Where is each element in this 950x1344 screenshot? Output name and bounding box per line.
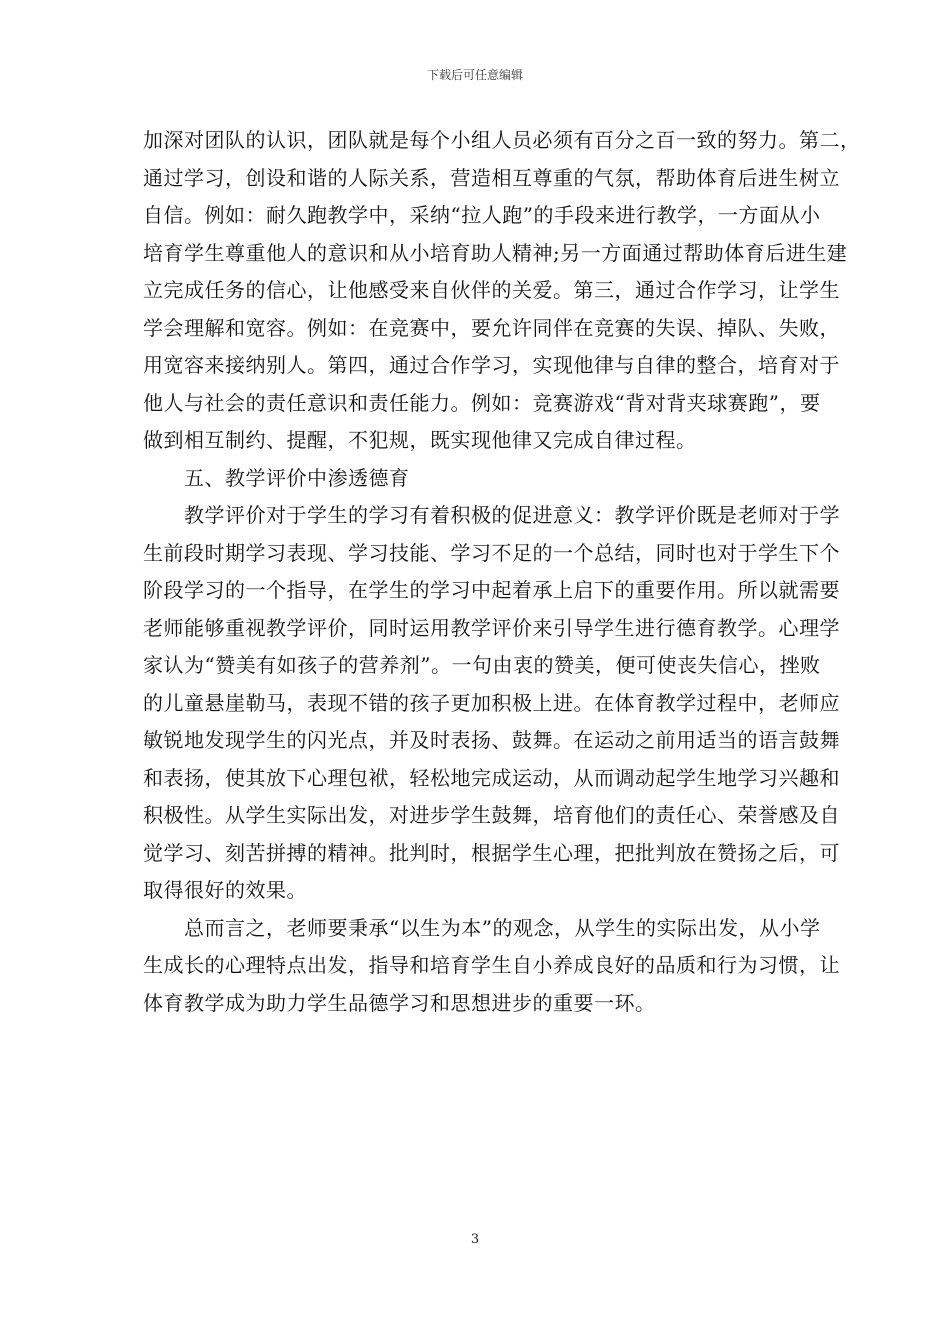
text-line: 阶段学习的一个指导，在学生的学习中起着承上启下的重要作用。所以就需要 <box>143 578 840 602</box>
text-line: 老师能够重视教学评价，同时运用教学评价来引导学生进行德育教学。心理学 <box>143 615 840 640</box>
text-line: 和表扬，使其放下心理包袱，轻松地完成运动，从而调动起学生地学习兴趣和 <box>143 765 840 790</box>
text-line: 积极性。从学生实际出发，对进步学生鼓舞，培育他们的责任心、荣誉感及自 <box>143 803 840 827</box>
text-line: 通过学习，创设和谐的人际关系，营造相互尊重的气氛，帮助体育后进生树立 <box>143 165 840 190</box>
text-line: 体育教学成为助力学生品德学习和思想进步的重要一环。 <box>143 990 656 1015</box>
text-line: 教学评价对于学生的学习有着积极的促进意义：教学评价既是老师对于学 <box>143 503 840 527</box>
text-line: 的儿童悬崖勒马，表现不错的孩子更加积极上进。在体育教学过程中，老师应 <box>143 690 840 715</box>
text-line: 取得很好的效果。 <box>143 878 307 902</box>
text-line: 做到相互制约、提醒，不犯规，既实现他律又完成自律过程。 <box>143 428 697 452</box>
page-header: 下载后可任意编辑 <box>426 68 523 82</box>
page-number: 3 <box>470 1232 480 1247</box>
text-line: 自信。例如：耐久跑教学中，采纳“拉人跑”的手段来进行教学，一方面从小 <box>143 203 821 227</box>
document-body <box>143 122 861 1022</box>
text-line: 加深对团队的认识，团队就是每个小组人员必须有百分之百一致的努力。第二， <box>143 128 861 152</box>
text-line: 家认为“赞美有如孩子的营养剂”。一句由衷的赞美，便可使丧失信心，挫败 <box>143 653 821 677</box>
section-heading: 五、教学评价中渗透德育 <box>143 465 410 490</box>
text-line: 生前段时期学习表现、学习技能、学习不足的一个总结，同时也对于学生下个 <box>143 540 840 565</box>
text-line: 培育学生尊重他人的意识和从小培育助人精神;另一方面通过帮助体育后进生建 <box>143 240 848 265</box>
text-line: 用宽容来接纳别人。第四，通过合作学习，实现他律与自律的整合，培育对于 <box>143 353 840 377</box>
text-line: 敏锐地发现学生的闪光点，并及时表扬、鼓舞。在运动之前用适当的语言鼓舞 <box>143 728 840 752</box>
text-line: 立完成任务的信心，让他感受来自伙伴的关爱。第三，通过合作学习，让学生 <box>143 278 840 302</box>
text-line: 学会理解和宽容。例如：在竞赛中，要允许同伴在竞赛的失误、掉队、失败， <box>143 315 840 340</box>
text-line: 觉学习、刻苦拼搏的精神。批判时，根据学生心理，把批判放在赞扬之后，可 <box>143 840 840 865</box>
text-line: 生成长的心理特点出发，指导和培育学生自小养成良好的品质和行为习惯，让 <box>143 953 840 977</box>
text-line: 总而言之，老师要秉承“以生为本”的观念，从学生的实际出发，从小学 <box>143 915 821 940</box>
text-line: 他人与社会的责任意识和责任能力。例如：竞赛游戏“背对背夹球赛跑”，要 <box>143 390 821 415</box>
